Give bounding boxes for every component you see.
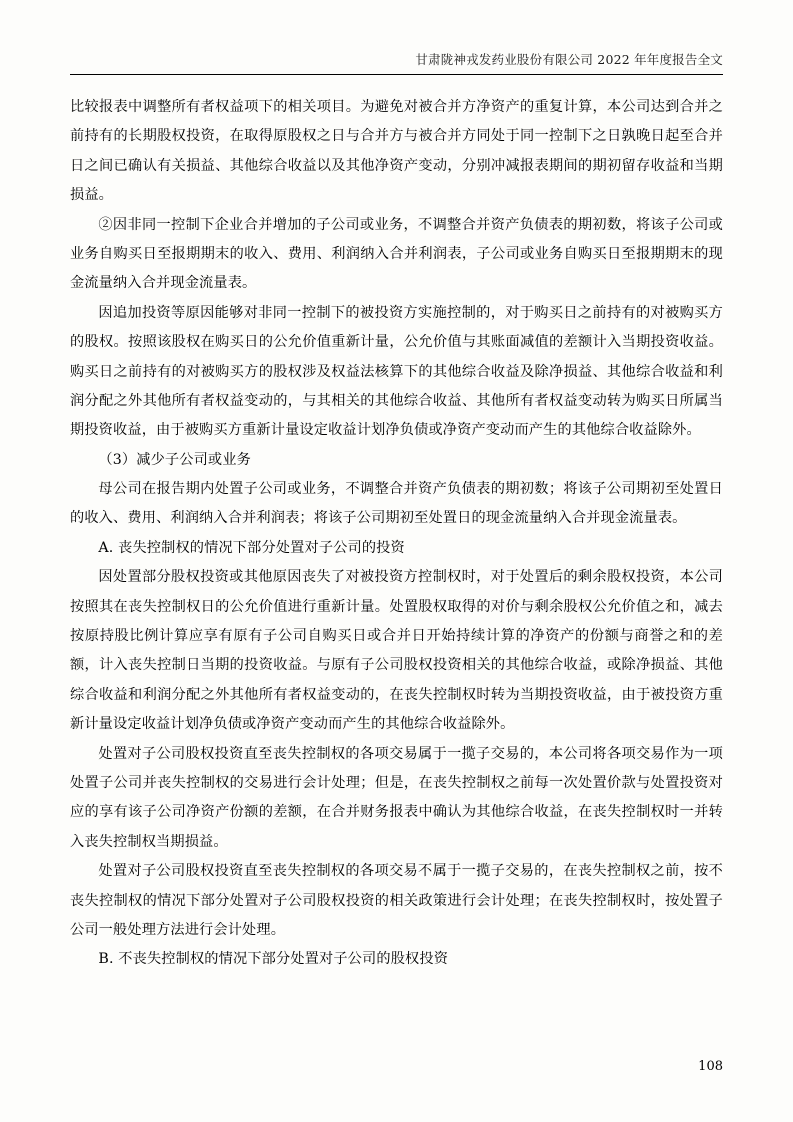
paragraph: 比较报表中调整所有者权益项下的相关项目。为避免对被合并方净资产的重复计算，本公司达到合并之前持有的长期股权投资，在取得原股权之日与合并方与被合并方同处于同一控制下之日孰晚日起至合并日之间已确认有关损益、其他综合收益以及其他净资产变动，分别冲减报表期间的期初留存收益和当期损益。 <box>70 99 723 204</box>
page-content <box>70 50 723 1060</box>
page-number: 108 <box>698 1059 723 1074</box>
page-footer <box>70 1059 723 1084</box>
paragraph-heading: A. 丧失控制权的情况下部分处置对子公司的投资 <box>98 539 405 556</box>
paragraph: 因追加投资等原因能够对非同一控制下的被投资方实施控制的，对于购买日之前持有的对被购买方的股权。按照该股权在购买日的公允价值重新计量，公允价值与其账面减值的差额计入当期投资收益。购买日之前持有的对被购买方的股权涉及权益法核算下的其他综合收益及除净损益、其他综合收益和利润分配之外其他所有者权益变动的，与其相关的其他综合收益、其他所有者权益变动转为购买日所属当期投资收益，由于被购买方重新计量设定收益计划净负债或净资产变动而产生的其他综合收益除外。 <box>70 304 723 439</box>
paragraph: 因处置部分股权投资或其他原因丧失了对被投资方控制权时，对于处置后的剩余股权投资，本公司按照其在丧失控制权日的公允价值进行重新计量。处置股权取得的对价与剩余股权公允价值之和，减去按原持股比例计算应享有原有子公司自购买日或合并日开始持续计算的净资产的份额与商誉之和的差额，计入丧失控制日当期的投资收益。与原有子公司股权投资相关的其他综合收益，或除净损益、其他综合收益和利润分配之外其他所有者权益变动的，在丧失控制权时转为当期投资收益，由于被投资方重新计量设定收益计划净负债或净资产变动而产生的其他综合收益除外。 <box>70 569 723 733</box>
header-divider <box>70 74 723 75</box>
paragraph-heading: B. 不丧失控制权的情况下部分处置对子公司的股权投资 <box>98 951 449 968</box>
paragraph: ②因非同一控制下企业合并增加的子公司或业务，不调整合并资产负债表的期初数，将该子公司或业务自购买日至报期期末的收入、费用、利润纳入合并利润表，子公司或业务自购买日至报期期末的现金流量纳入合并现金流量表。 <box>70 216 723 292</box>
paragraph-heading: （3）减少子公司或业务 <box>98 451 251 468</box>
body-text <box>70 93 723 975</box>
running-header: 甘肃陇神戎发药业股份有限公司 2022 年年度报告全文 <box>415 52 723 67</box>
paragraph: 母公司在报告期内处置子公司或业务，不调整合并资产负债表的期初数；将该子公司期初至处置日的收入、费用、利润纳入合并利润表；将该子公司期初至处置日的现金流量纳入合并现金流量表。 <box>70 481 723 527</box>
paragraph: 处置对子公司股权投资直至丧失控制权的各项交易不属于一揽子交易的，在丧失控制权之前，按不丧失控制权的情况下部分处置对子公司股权投资的相关政策进行会计处理；在丧失控制权时，按处置子公司一般处理方法进行会计处理。 <box>70 863 723 938</box>
paragraph: 处置对子公司股权投资直至丧失控制权的各项交易属于一揽子交易的，本公司将各项交易作为一项处置子公司并丧失控制权的交易进行会计处理；但是，在丧失控制权之前每一次处置价款与处置投资对应的享有该子公司净资产份额的差额，在合并财务报表中确认为其他综合收益，在丧失控制权时一并转入丧失控制权当期损益。 <box>70 745 723 850</box>
